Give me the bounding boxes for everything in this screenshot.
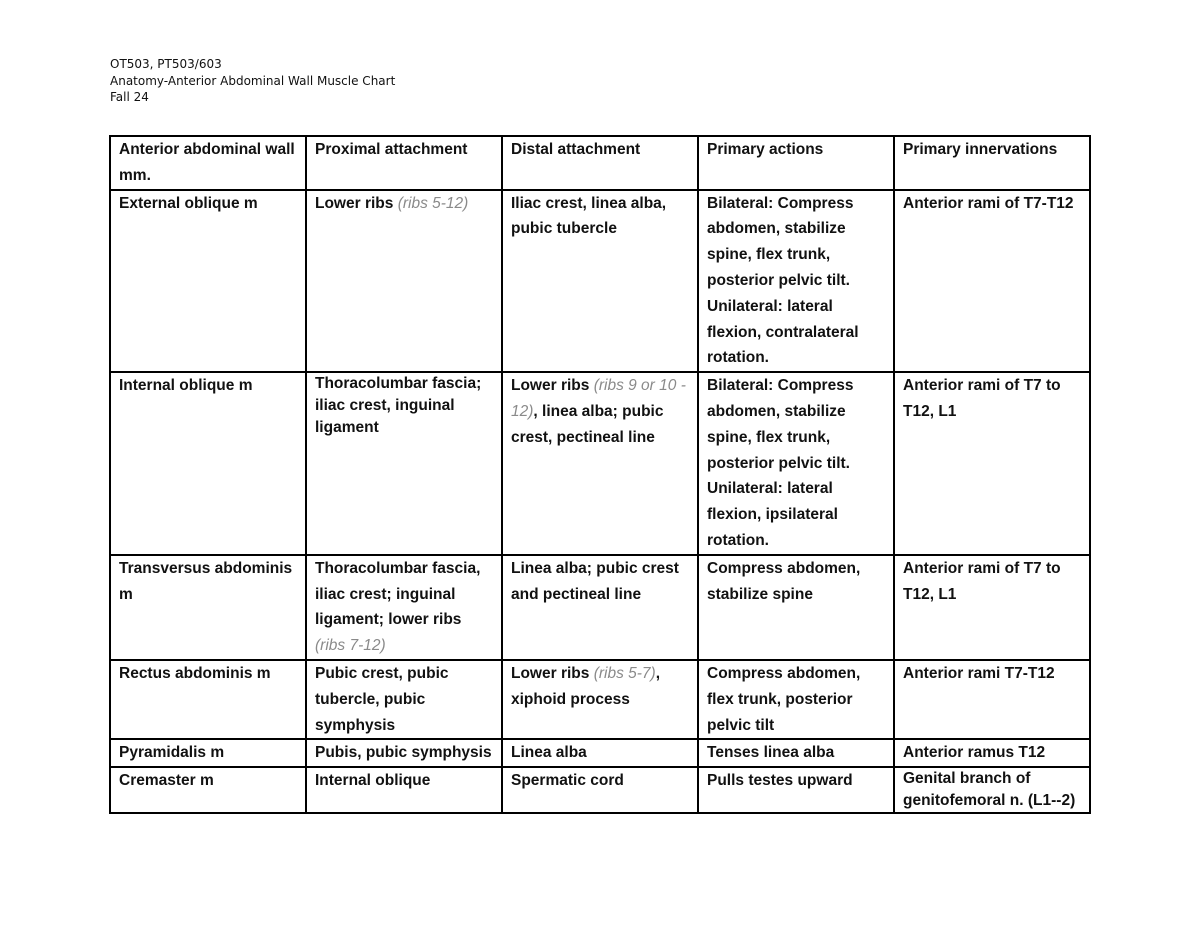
column-header: Primary innervations xyxy=(894,136,1090,190)
innervation-cell: Anterior rami T7-T12 xyxy=(894,660,1090,739)
distal-text: Lower ribs xyxy=(511,377,594,395)
muscle-cell: Rectus abdominis m xyxy=(110,660,306,739)
distal-after: , linea alba; pubic crest, pectineal line xyxy=(511,402,664,446)
muscle-cell: Pyramidalis m xyxy=(110,739,306,767)
innervation-cell: Anterior rami of T7 to T12, L1 xyxy=(894,372,1090,555)
actions-cell: Bilateral: Compress abdomen, stabilize spine, flex trunk, posterior pelvic tilt. Unilateral: lateral flexion, contralateral rotation. xyxy=(698,190,894,373)
muscle-cell: External oblique m xyxy=(110,190,306,373)
table-header-row xyxy=(110,136,1090,190)
table-row xyxy=(110,660,1090,739)
actions-cell: Bilateral: Compress abdomen, stabilize spine, flex trunk, posterior pelvic tilt. Unilateral: lateral flexion, ipsilateral rotation. xyxy=(698,372,894,555)
proximal-text: Thoracolumbar fascia; iliac crest, inguinal ligament xyxy=(315,375,482,437)
proximal-text: Internal oblique xyxy=(315,772,431,790)
innervation-cell: Anterior rami of T7 to T12, L1 xyxy=(894,555,1090,660)
distal-text: Iliac crest, linea alba, pubic tubercle xyxy=(511,194,667,238)
table-row xyxy=(110,555,1090,660)
distal-cell xyxy=(502,739,698,767)
proximal-text: Pubic crest, pubic tubercle, pubic symphysis xyxy=(315,664,449,734)
actions-cell: Tenses linea alba xyxy=(698,739,894,767)
distal-cell xyxy=(502,767,698,813)
table-row xyxy=(110,190,1090,373)
proximal-cell xyxy=(306,660,502,739)
table-row xyxy=(110,739,1090,767)
muscle-cell: Cremaster m xyxy=(110,767,306,813)
distal-note: (ribs 5-7) xyxy=(593,664,656,682)
table-row xyxy=(110,372,1090,555)
distal-text: Spermatic cord xyxy=(511,772,624,790)
actions-cell: Compress abdomen, stabilize spine xyxy=(698,555,894,660)
proximal-text: Thoracolumbar fascia, iliac crest; inguinal ligament; lower ribs xyxy=(315,559,481,629)
proximal-cell xyxy=(306,190,502,373)
distal-cell xyxy=(502,660,698,739)
table-row xyxy=(110,767,1090,813)
proximal-cell xyxy=(306,555,502,660)
distal-after: , xiphoid process xyxy=(511,664,661,708)
column-header: Primary actions xyxy=(698,136,894,190)
proximal-text: Lower ribs xyxy=(315,194,398,212)
distal-note: (ribs 9 or 10 - 12) xyxy=(511,377,686,420)
course-code: OT503, PT503/603 xyxy=(110,57,222,71)
muscle-cell: Transversus abdominis m xyxy=(110,555,306,660)
term: Fall 24 xyxy=(110,90,149,104)
distal-text: Linea alba xyxy=(511,744,587,762)
document-title: Anatomy-Anterior Abdominal Wall Muscle Chart xyxy=(110,73,396,88)
distal-cell xyxy=(502,190,698,373)
innervation-cell: Anterior ramus T12 xyxy=(894,739,1090,767)
proximal-cell xyxy=(306,739,502,767)
innervation-cell: Genital branch of genitofemoral n. (L1--2) xyxy=(894,767,1090,813)
proximal-note: (ribs 7-12) xyxy=(315,637,386,655)
document-header xyxy=(110,56,395,106)
innervation-cell: Anterior rami of T7-T12 xyxy=(894,190,1090,373)
proximal-cell xyxy=(306,372,502,555)
muscle-chart-table xyxy=(109,135,1091,814)
distal-text: Linea alba; pubic crest and pectineal line xyxy=(511,559,679,603)
proximal-note: (ribs 5-12) xyxy=(397,194,469,212)
column-header: Anterior abdominal wall mm. xyxy=(110,136,306,190)
proximal-text: Pubis, pubic symphysis xyxy=(315,744,492,762)
actions-cell: Compress abdomen, flex trunk, posterior pelvic tilt xyxy=(698,660,894,739)
actions-cell: Pulls testes upward xyxy=(698,767,894,813)
column-header: Proximal attachment xyxy=(306,136,502,190)
muscle-cell: Internal oblique m xyxy=(110,372,306,555)
column-header: Distal attachment xyxy=(502,136,698,190)
distal-cell xyxy=(502,555,698,660)
distal-cell xyxy=(502,372,698,555)
distal-text: Lower ribs xyxy=(511,664,594,682)
proximal-cell xyxy=(306,767,502,813)
